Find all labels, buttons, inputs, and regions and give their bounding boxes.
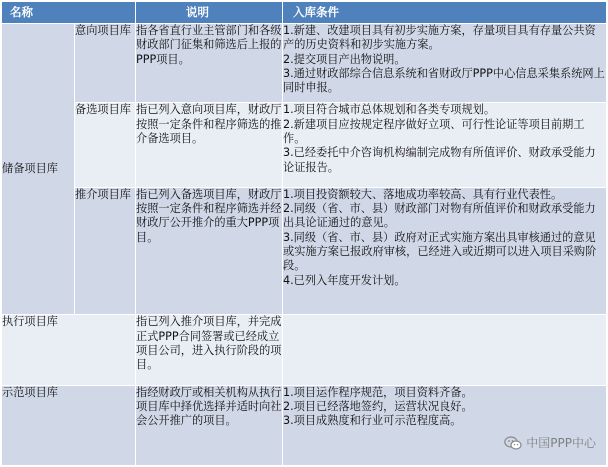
row-demo bbox=[2, 385, 607, 465]
candidate-condition-1: 1.项目符合城市总体规划和各类专项规划。 bbox=[283, 103, 496, 117]
promote-condition-4: 4.已列入年度开发计划。 bbox=[283, 273, 406, 287]
demo-conditions bbox=[283, 385, 607, 465]
header-conditions: 入库条件 bbox=[283, 2, 607, 24]
header-name: 名称 bbox=[2, 2, 136, 24]
execution-library-name: 执行项目库 bbox=[2, 315, 136, 385]
promote-library-name: 推介项目库 bbox=[75, 187, 136, 315]
row-intent bbox=[2, 24, 607, 103]
wechat-icon bbox=[504, 436, 522, 450]
candidate-condition-3: 3.已经委托中介咨询机构编制完成物有所值评价、财政承受能力论证报告。 bbox=[283, 146, 596, 174]
watermark bbox=[504, 434, 596, 451]
header-description: 说明 bbox=[136, 2, 283, 24]
intent-condition-2: 2.提交项目产出物说明。 bbox=[283, 52, 406, 66]
intent-library-name: 意向项目库 bbox=[75, 24, 136, 103]
execution-conditions bbox=[283, 315, 607, 385]
demo-condition-1: 1.项目运作程序规范，项目资料齐备。 bbox=[283, 385, 473, 399]
promote-conditions bbox=[283, 187, 607, 315]
ppp-project-library-table bbox=[1, 1, 607, 466]
intent-condition-1: 1.新建、改建项目具有初步实施方案，存量项目具有存量公共资产的历史资料和初步实施方案。 bbox=[283, 24, 596, 52]
demo-condition-3: 3.项目成熟度和行业可示范程度高。 bbox=[283, 414, 462, 428]
header-row bbox=[2, 2, 607, 24]
candidate-conditions bbox=[283, 103, 607, 187]
promote-condition-3: 3.同级（省、市、县）政府对正式实施方案出具审核通过的意见或实施方案已报政府审核，已经进入或近期可以进入项目采购阶段。 bbox=[283, 230, 597, 273]
intent-condition-3: 3.通过财政部综合信息系统和省财政厅PPP中心信息采集系统网上同时申报。 bbox=[283, 66, 605, 95]
row-candidate bbox=[2, 103, 607, 187]
intent-description: 指各省直行业主管部门和各级财政部门征集和筛选后上报的PPP项目。 bbox=[136, 24, 283, 103]
promote-condition-1: 1.项目投资额较大、落地成功率较高、具有行业代表性。 bbox=[283, 187, 563, 201]
execution-description: 指已列入推介项目库，并完成正式PPP合同签署或已经成立项目公司，进入执行阶段的项目。 bbox=[136, 315, 283, 385]
candidate-library-name: 备选项目库 bbox=[75, 103, 136, 187]
row-promote bbox=[2, 187, 607, 315]
demo-description: 指经财政厅或相关机构从执行项目库中择优选择并适时向社会公开推广的项目。 bbox=[136, 385, 283, 465]
candidate-condition-2: 2.新建项目应按规定程序做好立项、可行性论证等项目前期工作。 bbox=[283, 117, 585, 145]
row-execution bbox=[2, 315, 607, 385]
demo-condition-2: 2.项目已经落地签约，运营状况良好。 bbox=[283, 399, 473, 413]
promote-condition-2: 2.同级（省、市、县）财政部门对物有所值评价和财政承受能力出具论证通过的意见。 bbox=[283, 202, 596, 230]
reserve-library-name: 储备项目库 bbox=[2, 24, 75, 315]
intent-conditions bbox=[283, 24, 607, 103]
demo-library-name: 示范项目库 bbox=[2, 385, 136, 465]
watermark-text: 中国PPP中心 bbox=[526, 436, 596, 450]
candidate-description: 指已列入意向项目库，财政厅按照一定条件和程序筛选的推介备选项目。 bbox=[136, 103, 283, 187]
promote-description: 指已列入备选项目库，财政厅按照一定条件和程序筛选并经财政厅公开推介的重大PPP项目。 bbox=[136, 187, 283, 315]
